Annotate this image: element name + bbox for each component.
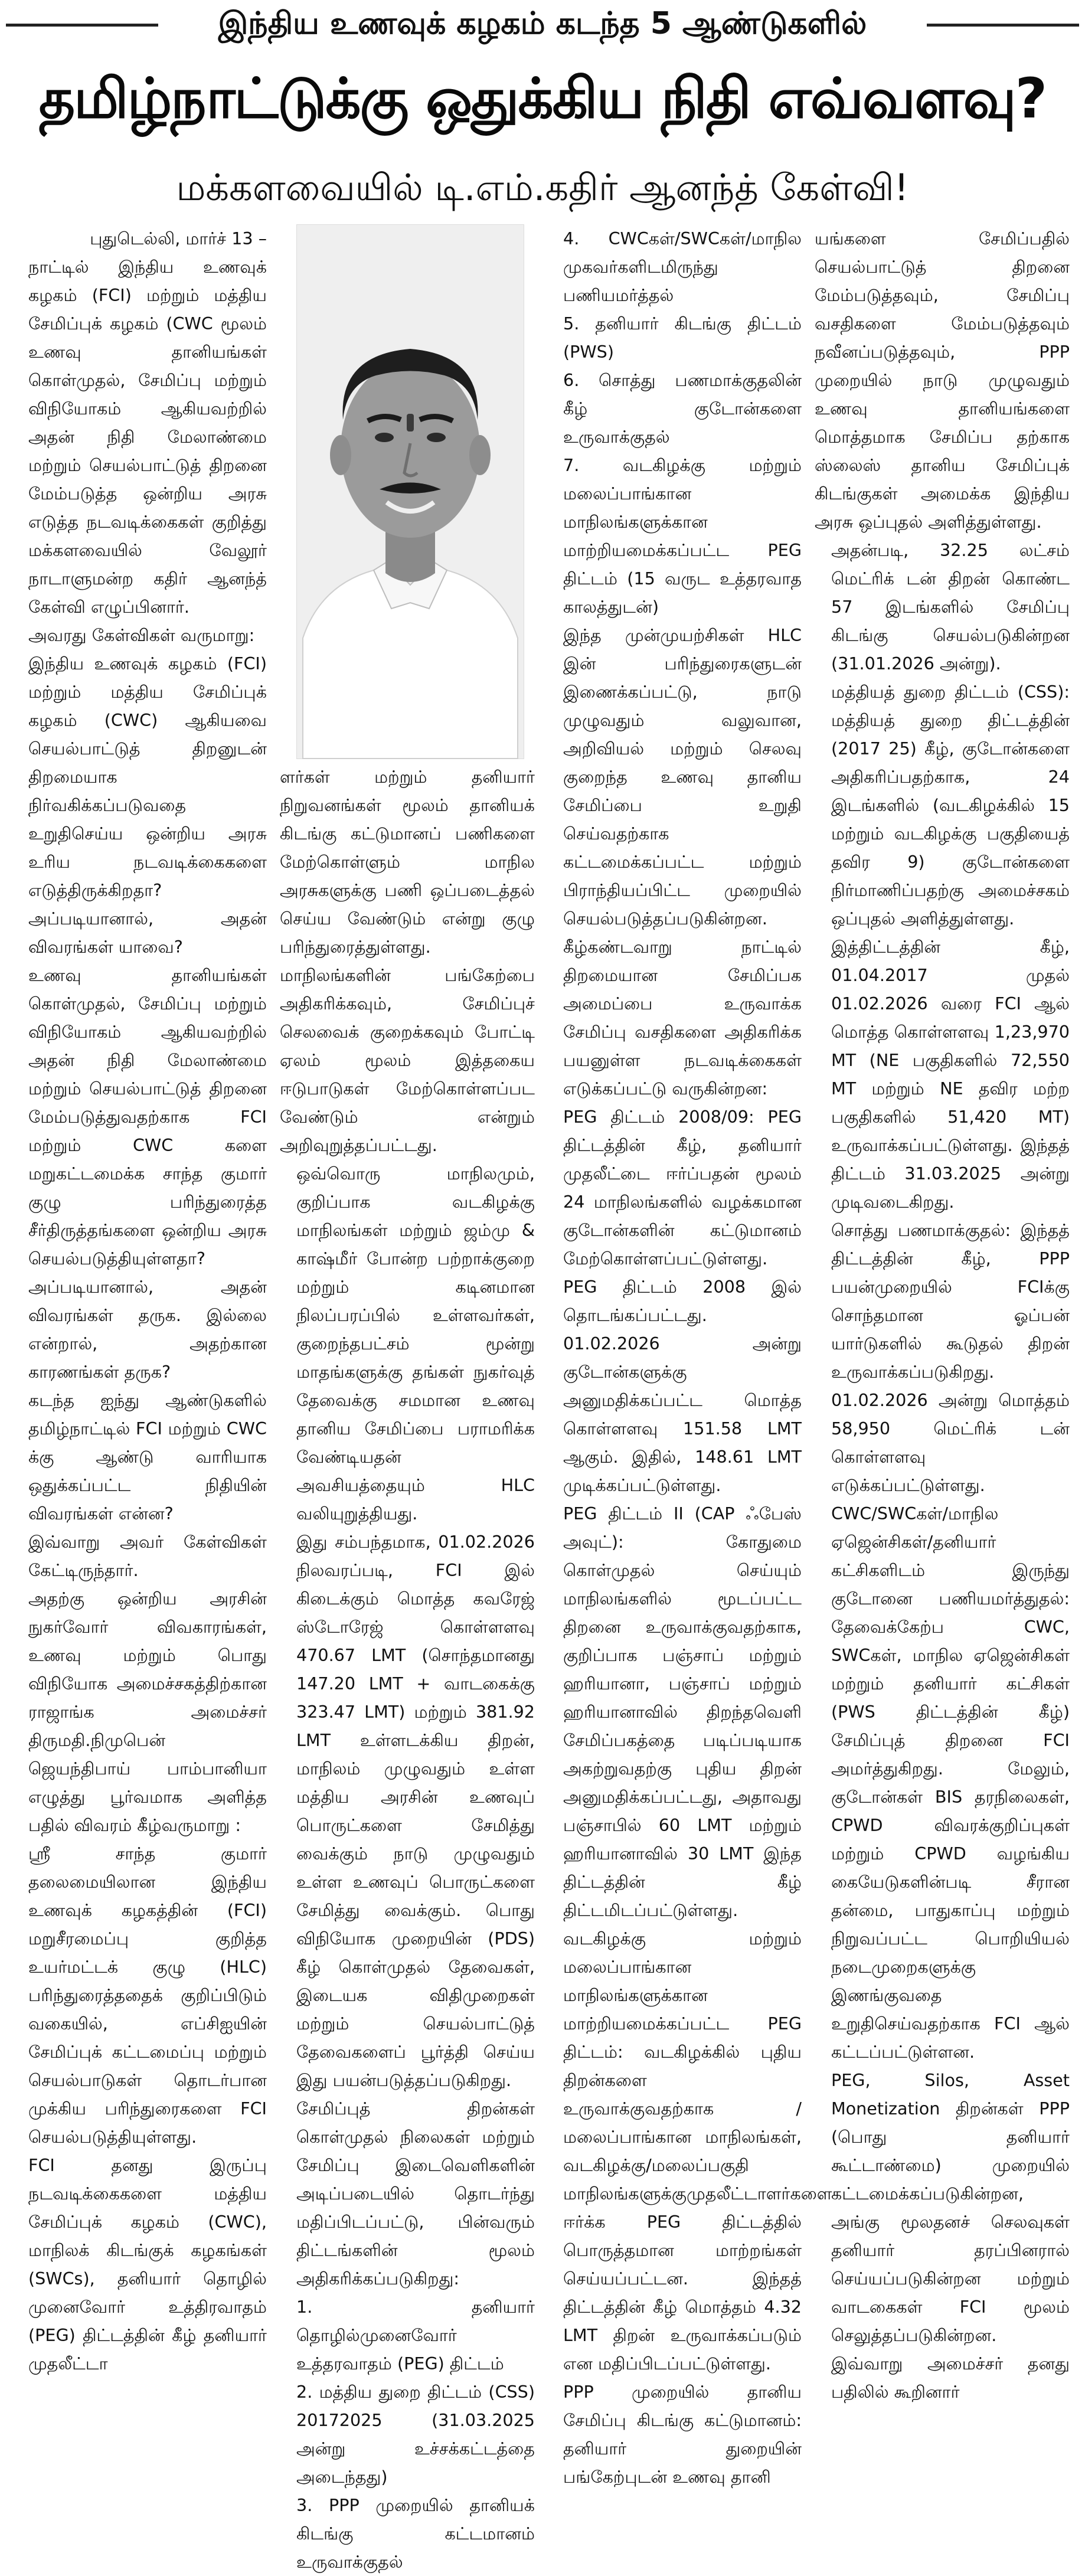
list-item: 2. மத்திய துறை திட்டம் (CSS) 20172025 (31.03.2025 அன்று உச்சக்கட்டத்தை அடைந்தது) bbox=[296, 2382, 535, 2487]
kicker-text: இந்திய உணவுக் கழகம் கடந்த 5 ஆண்டுகளில் bbox=[210, 6, 875, 41]
article-column-1 bbox=[12, 224, 267, 2374]
list-item: 3. PPP முறையில் தானியக் கிடங்கு கட்டமானம் உருவாக்குதல் bbox=[296, 2495, 535, 2572]
paragraph: இத்திட்டத்தின் கீழ், 01.04.2017 முதல் 01.02.2026 வரை FCI ஆல் மொத்த கொள்ளளவு 1,23,970 MT (NE பகுதிகளில் 72,550 MT மற்றும் NE தவிர மற்ற பகுதிகளில் 51,420 MT) உருவாக்கப்பட்டுள்ளது. இந்தத் திட்டம் 31.03.2025 அன்று முடிவடைகிறது. bbox=[831, 937, 1070, 1212]
list-item: 4. CWCகள்/SWCகள்/மாநில முகவர்களிடமிருந்து பணியமர்த்தல் bbox=[563, 228, 802, 305]
kicker-rule-right bbox=[927, 24, 1079, 27]
paragraph: இது சம்பந்தமாக, 01.02.2026 நிலவரப்படி, FCI இல் கிடைக்கும் மொத்த கவரேஜ் ஸ்டோரேஜ் கொள்ளளவு 470.67 LMT (சொந்தமானது 147.20 LMT + வாடகைக்கு 323.47 LMT) மற்றும் 381.92 LMT உள்ளடக்கிய திறன், மாநிலம் முழுவதும் உள்ள மத்திய அரசின் உணவுப் பொருட்களை சேமித்து வைக்கும் நாடு முழுவதும் உள்ள உணவுப் பொருட்களை சேமித்து வைக்கும். பொது விநியோக முறையின் (PDS) கீழ் கொள்முதல் தேவைகள், இடையக விதிமுறைகள் மற்றும் செயல்பாட்டுத் தேவைகளைப் பூர்த்தி செய்ய இது பயன்படுத்தப்படுகிறது. bbox=[296, 1532, 535, 2090]
paragraph: அதற்கு ஒன்றிய அரசின் நுகர்வோர் விவகாரங்கள், உணவு மற்றும் பொது விநியோக அமைச்சகத்திற்கான ராஜாங்க அமைச்சர் திருமதி.நிமுபென் ஜெயந்திபாய் பாம்பானியா எழுத்து பூர்வமாக அளித்த பதில் விவரம் கீழ்வருமாறு : bbox=[28, 1588, 267, 1835]
paragraph: அதன்படி, 32.25 லட்சம் மெட்ரிக் டன் திறன் கொண்ட 57 இடங்களில் சேமிப்பு கிடங்கு செயல்படுகின்றன (31.01.2026 அன்று). bbox=[831, 540, 1070, 674]
paragraph: கடந்த ஐந்து ஆண்டுகளில் தமிழ்நாட்டில் FCI மற்றும் CWC க்கு ஆண்டு வாரியாக ஒதுக்கப்பட்ட நிதியின் விவரங்கள் என்ன? bbox=[28, 1390, 267, 1524]
paragraph: கீழ்கண்டவாறு நாட்டில் திறமையான சேமிப்பக அமைப்பை உருவாக்க சேமிப்பு வசதிகளை அதிகரிக்க பயனுள்ள நடவடிக்கைகள் எடுக்கப்பட்டு வருகின்றன: bbox=[563, 937, 802, 1099]
paragraph: CWC/SWCகள்/மாநில ஏஜென்சிகள்/தனியார் கட்சிகளிடம் இருந்து குடோனை பணியமர்த்துதல்: தேவைக்கேற்ப CWC, SWCகள், மாநில ஏஜென்சிகள் மற்றும் தனியார் கட்சிகள் (PWS திட்டத்தின் கீழ்) சேமிப்புத் திறனை FCI அமர்த்துகிறது. மேலும், குடோன்கள் BIS தரநிலைகள், CPWD விவரக்குறிப்புகள் மற்றும் CPWD வழங்கிய கையேடுகளின்படி சீரான தன்மை, பாதுகாப்பு மற்றும் நிறுவப்பட்ட பொறியியல் நடைமுறைகளுக்கு இணங்குவதை உறுதிசெய்வதற்காக FCI ஆல் கட்டப்பட்டுள்ளன. bbox=[831, 1503, 1070, 2062]
list-item: 1. தனியார் தொழில்முனைவோர் உத்தரவாதம் (PEG) திட்டம் bbox=[296, 2297, 535, 2374]
paragraph: அப்படியானால், அதன் விவரங்கள் தருக. இல்லை என்றால், அதற்கான காரணங்கள் தருக? bbox=[28, 1277, 267, 1382]
article-column-3 bbox=[547, 224, 832, 2487]
paragraph: ஒவ்வொரு மாநிலமும், குறிப்பாக வடகிழக்கு மாநிலங்கள் மற்றும் ஜம்மு & காஷ்மீர் போன்ற பற்றாக்குறை மற்றும் கடினமான நிலப்பரப்பில் உள்ளவர்கள், குறைந்தபட்சம் மூன்று மாதங்களுக்கு தங்கள் நுகர்வுத் தேவைக்கு சமமான உணவு தானிய சேமிப்பை பராமரிக்க வேண்டியதன் அவசியத்தையும் HLC வலியுறுத்தியது. bbox=[296, 1163, 535, 1524]
paragraph: வடகிழக்கு மற்றும் மலைப்பாங்கான மாநிலங்களுக்கான மாற்றியமைக்கப்பட்ட PEG திட்டம்: வடகிழக்கில் புதிய திறன்களை உருவாக்குவதற்காக / மலைப்பாங்கான மாநிலங்கள், வடகிழக்கு/மலைப்பகுதி மாநிலங்களுக்குமுதலீட்டாளர்களை ஈர்க்க PEG திட்டத்தில் பொருத்தமான மாற்றங்கள் செய்யப்பட்டன. இந்தத் திட்டத்தின் கீழ் மொத்தம் 4.32 LMT திறன் உருவாக்கப்படும் என மதிப்பிடப்பட்டுள்ளது. bbox=[563, 1928, 832, 2374]
paragraph: PEG திட்டம் II (CAP ஃபேஸ் அவுட்): கோதுமை கொள்முதல் செய்யும் மாநிலங்களில் மூடப்பட்ட திறனை உருவாக்குவதற்காக, குறிப்பாக பஞ்சாப் மற்றும் ஹரியானா, பஞ்சாப் மற்றும் ஹரியானாவில் திறந்தவெளி சேமிப்பகத்தை படிப்படியாக அகற்றுவதற்கு புதிய திறன் அனுமதிக்கப்பட்டது, அதாவது பஞ்சாபில் 60 LMT மற்றும் ஹரியானாவில் 30 LMT இந்த திட்டத்தின் கீழ் திட்டமிடப்பட்டுள்ளது. bbox=[563, 1503, 802, 1920]
paragraph: யங்களை சேமிப்பதில் செயல்பாட்டுத் திறனை மேம்படுத்தவும், சேமிப்பு வசதிகளை மேம்படுத்தவும் நவீனப்படுத்தவும், PPP முறையில் நாடு முழுவதும் உணவு தானியங்களை மொத்தமாக சேமிப்ப தற்காக ஸ்லைஸ் தானிய சேமிப்புக் கிடங்குகள் அமைக்க இந்திய அரசு ஒப்புதல் அளித்துள்ளது. bbox=[815, 228, 1070, 532]
kicker-rule-left bbox=[6, 24, 158, 27]
list-item: 7. வடகிழக்கு மற்றும் மலைப்பாங்கான மாநிலங்களுக்கான மாற்றியமைக்கப்பட்ட PEG திட்டம் (15 வருட உத்தரவாத காலத்துடன்) bbox=[563, 455, 802, 617]
paragraph: அவரது கேள்விகள் வருமாறு: bbox=[28, 625, 255, 645]
paragraph: இவ்வாறு அவர் கேள்விகள் கேட்டிருந்தார். bbox=[28, 1532, 267, 1580]
paragraph: மத்தியத் துறை திட்டம் (CSS): மத்தியத் துறை திட்டத்தின் (2017 25) கீழ், குடோன்களை அதிகரிப்பதற்காக, 24 இடங்களில் (வடகிழக்கில் 15 மற்றும் வடகிழக்கு பகுதியைத் தவிர 9) குடோன்களை நிர்மாணிப்பதற்கு அமைச்சகம் ஒப்புதல் அளித்துள்ளது. bbox=[831, 682, 1070, 929]
dateline: புதுடெல்லி, மார்ச் 13 – bbox=[90, 228, 267, 249]
paragraph: ஸ்ரீ சாந்த குமார் தலைமையிலான இந்திய உணவுக் கழகத்தின் (FCI) மறுசீரமைப்பு குறித்த உயர்மட்டக் குழு (HLC) பரிந்துரைத்ததைக் குறிப்பிடும் வகையில், எப்சிஐயின் சேமிப்புக் கட்டமைப்பு மற்றும் செயல்பாடுகள் தொடர்பான முக்கிய பரிந்துரைகளை FCI செயல்படுத்தியுள்ளது. bbox=[28, 1843, 267, 2147]
portrait-illustration bbox=[297, 225, 524, 759]
paragraph: சேமிப்புத் திறன்கள் கொள்முதல் நிலைகள் மற்றும் சேமிப்பு இடைவெளிகளின் அடிப்படையில் தொடர்ந்து மதிப்பிடப்பட்டு, பின்வரும் திட்டங்களின் மூலம் அதிகரிக்கப்படுகிறது: bbox=[296, 2098, 535, 2289]
list-item: 5. தனியார் கிடங்கு திட்டம் (PWS) bbox=[563, 313, 802, 362]
kicker-bar bbox=[0, 0, 1085, 47]
paragraph: இந்திய உணவுக் கழகம் (FCI) மற்றும் மத்திய சேமிப்புக் கழகம் (CWC) ஆகியவை செயல்பாட்டுத் திறனுடன் திறமையாக நிர்வகிக்கப்படுவதை உறுதிசெய்ய ஒன்றிய அரசு உரிய நடவடிக்கைகளை எடுத்திருக்கிறதா? அப்படியானால், அதன் விவரங்கள் யாவை? bbox=[28, 653, 267, 957]
subhead: மக்களவையில் டி.எம்.கதிர் ஆனந்த் கேள்வி! bbox=[176, 166, 909, 209]
article-column-2 bbox=[280, 763, 535, 2572]
headline: தமிழ்நாட்டுக்கு ஒதுக்கிய நிதி எவ்வளவு? bbox=[38, 67, 1047, 131]
paragraph: PEG திட்டம் 2008/09: PEG திட்டத்தின் கீழ், தனியார் முதலீட்டை ஈர்ப்பதன் மூலம் 24 மாநிலங்களில் வழக்கமான குடோன்களின் கட்டுமானம் மேற்கொள்ளப்பட்டுள்ளது. PEG திட்டம் 2008 இல் தொடங்கப்பட்டது. 01.02.2026 அன்று குடோன்களுக்கு அனுமதிக்கப்பட்ட மொத்த கொள்ளளவு 151.58 LMT ஆகும். இதில், 148.61 LMT முடிக்கப்பட்டுள்ளது. bbox=[563, 1107, 802, 1495]
paragraph: PEG, Silos, Asset Monetization திறன்கள் PPP (பொது தனியார் கூட்டாண்மை) முறையில் கட்டமைக்கப்படுகின்றன, அங்கு மூலதனச் செலவுகள் தனியார் தரப்பினரால் செய்யப்படுகின்றன மற்றும் வாடகைகள் FCI மூலம் செலுத்தப்படுகின்றன. bbox=[831, 2070, 1070, 2345]
article-column-4 bbox=[815, 224, 1070, 2402]
paragraph: PPP முறையில் தானிய சேமிப்பு கிடங்கு கட்டுமானம்: தனியார் துறையின் பங்கேற்புடன் உணவு தானி bbox=[563, 2382, 802, 2487]
paragraph: நாட்டில் இந்திய உணவுக் கழகம் (FCI) மற்றும் மத்திய சேமிப்புக் கழகம் (CWC மூலம் உணவு தானியங்கள் கொள்முதல், சேமிப்பு மற்றும் விநியோகம் ஆகியவற்றில் அதன் நிதி மேலாண்மை மற்றும் செயல்பாட்டுத் திறனை மேம்படுத்த ஒன்றிய அரசு எடுத்த நடவடிக்கைகள் குறித்து மக்களவையில் வேலூர் நாடாளுமன்ற கதிர் ஆனந்த் கேள்வி எழுப்பினார். bbox=[28, 257, 267, 617]
list-item: 6. சொத்து பணமாக்குதலின் கீழ் குடோன்களை உருவாக்குதல் bbox=[563, 370, 802, 447]
portrait-photo bbox=[296, 224, 524, 759]
paragraph: இந்த முன்முயற்சிகள் HLC இன் பரிந்துரைகளுடன் இணைக்கப்பட்டு, நாடு முழுவதும் வலுவான, அறிவியல் மற்றும் செலவு குறைந்த உணவு தானிய சேமிப்பை உறுதி செய்வதற்காக கட்டமைக்கப்பட்ட மற்றும் பிராந்தியப்பிட்ட முறையில் செயல்படுத்தப்படுகின்றன. bbox=[563, 625, 802, 929]
paragraph: சொத்து பணமாக்குதல்: இந்தத் திட்டத்தின் கீழ், PPP பயன்முறையில் FCIக்கு சொந்தமான ஓப்பன் யார்டுகளில் கூடுதல் திறன் உருவாக்கப்படுகிறது. 01.02.2026 அன்று மொத்தம் 58,950 மெட்ரிக் டன் கொள்ளளவு எடுக்கப்பட்டுள்ளது. bbox=[831, 1220, 1070, 1495]
paragraph: FCI தனது இருப்பு நடவடிக்கைகளை மத்திய சேமிப்புக் கழகம் (CWC), மாநிலக் கிடங்குக் கழகங்கள் (SWCs), தனியார் தொழில் முனைவோர் உத்திரவாதம் (PEG) திட்டத்தின் கீழ் தனியார் முதலீட்டா bbox=[28, 2155, 267, 2374]
paragraph: ளர்கள் மற்றும் தனியார் நிறுவனங்கள் மூலம் தானியக் கிடங்கு கட்டுமானப் பணிகளை மேற்கொள்ளும் மாநில அரசுகளுக்கு பணி ஒப்படைத்தல் செய்ய வேண்டும் என்று குழு பரிந்துரைத்துள்ளது. மாநிலங்களின் பங்கேற்பை அதிகரிக்கவும், சேமிப்புச் செலவைக் குறைக்கவும் போட்டி ஏலம் மூலம் இத்தகைய ஈடுபாடுகள் மேற்கொள்ளப்பட வேண்டும் என்றும் அறிவுறுத்தப்பட்டது. bbox=[280, 767, 535, 1155]
paragraph: இவ்வாறு அமைச்சர் தனது பதிலில் கூறினார் bbox=[831, 2353, 1070, 2402]
paragraph: உணவு தானியங்கள் கொள்முதல், சேமிப்பு மற்றும் விநியோகம் ஆகியவற்றில் அதன் நிதி மேலாண்மை மற்றும் செயல்பாட்டுத் திறனை மேம்படுத்துவதற்காக FCI மற்றும் CWC களை மறுகட்டமைக்க சாந்த குமார் குழு பரிந்துரைத்த சீர்திருத்தங்களை ஒன்றிய அரசு செயல்படுத்தியுள்ளதா? bbox=[28, 965, 267, 1269]
